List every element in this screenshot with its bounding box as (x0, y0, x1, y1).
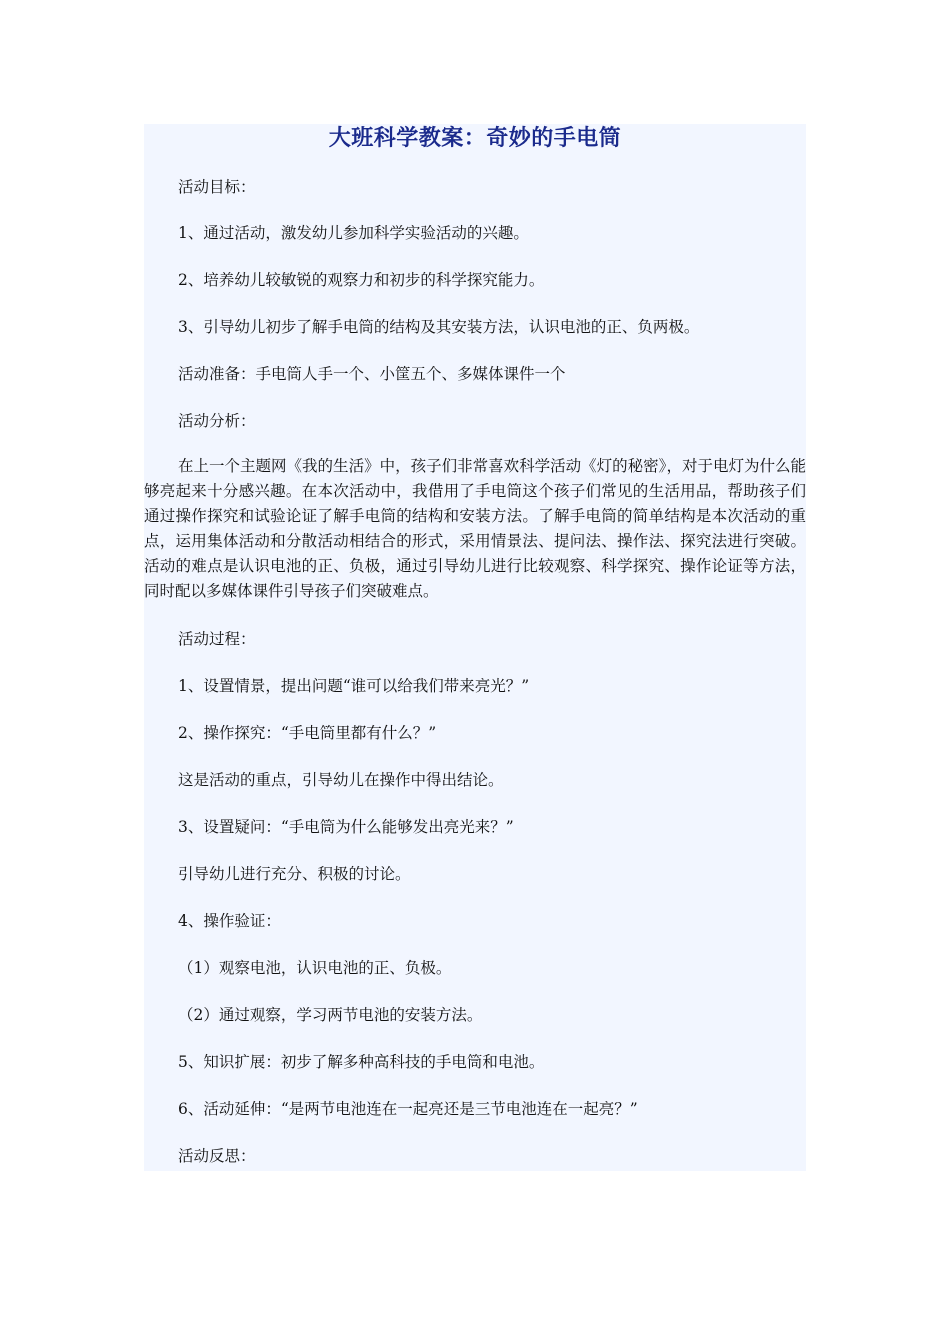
process-heading: 活动过程： (178, 630, 256, 648)
process-step-3: 3、设置疑问：“手电筒为什么能够发出亮光来？” (178, 818, 514, 836)
process-step-4: 4、操作验证： (178, 912, 281, 930)
analysis-heading: 活动分析： (178, 412, 256, 430)
process-step-5: 5、知识扩展：初步了解多种高科技的手电筒和电池。 (178, 1053, 545, 1071)
process-step-2-note: 这是活动的重点，引导幼儿在操作中得出结论。 (178, 771, 504, 789)
process-step-3-note: 引导幼儿进行充分、积极的讨论。 (178, 865, 411, 883)
process-step-4-sub-1: （1）观察电池，认识电池的正、负极。 (178, 959, 452, 977)
process-step-6: 6、活动延伸：“是两节电池连在一起亮还是三节电池连在一起亮？” (178, 1100, 638, 1118)
goal-item-1: 1、通过活动，激发幼儿参加科学实验活动的兴趣。 (178, 224, 529, 242)
goals-heading: 活动目标： (178, 178, 256, 196)
process-step-1: 1、设置情景，提出问题“谁可以给我们带来亮光？” (178, 677, 530, 695)
process-step-4-sub-2: （2）通过观察，学习两节电池的安装方法。 (178, 1006, 483, 1024)
page-title: 大班科学教案：奇妙的手电筒 (328, 125, 622, 151)
process-step-2: 2、操作探究：“手电筒里都有什么？” (178, 724, 437, 742)
preparation-line: 活动准备：手电筒人手一个、小筐五个、多媒体课件一个 (178, 365, 566, 383)
lesson-plan-content (144, 124, 806, 1171)
analysis-paragraph: 在上一个主题网《我的生活》中，孩子们非常喜欢科学活动《灯的秘密》，对于电灯为什么能够亮起来十分感兴趣。在本次活动中，我借用了手电筒这个孩子们常见的生活用品，帮助孩子们通过操作探究和试验论证了解手电筒的结构和安装方法。了解手电筒的简单结构是本次活动的重点，运用集体活动和分散活动相结合的形式，采用情景法、提问法、操作法、探究法进行突破。活动的难点是认识电池的正、负极，通过引导幼儿进行比较观察、科学探究、操作论证等方法，同时配以多媒体课件引导孩子们突破难点。 (144, 457, 806, 600)
goal-item-2: 2、培养幼儿较敏锐的观察力和初步的科学探究能力。 (178, 271, 545, 289)
goal-item-3: 3、引导幼儿初步了解手电筒的结构及其安装方法，认识电池的正、负两极。 (178, 318, 700, 336)
reflection-heading: 活动反思： (178, 1147, 256, 1165)
